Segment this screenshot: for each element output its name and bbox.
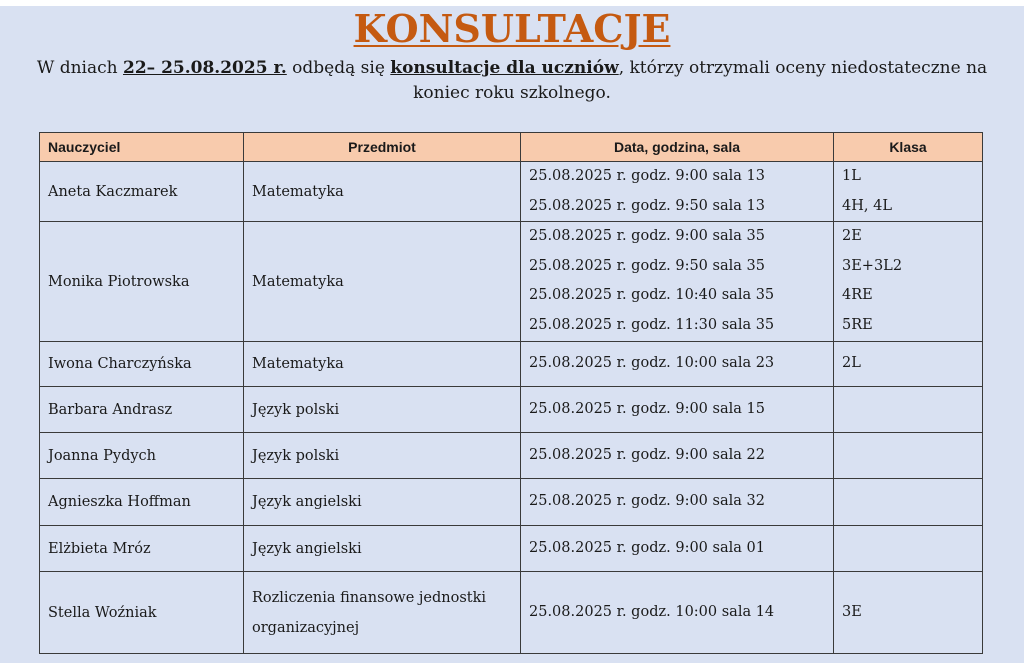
class-cell bbox=[834, 222, 983, 342]
table-header-row bbox=[40, 133, 983, 162]
teacher-cell: Monika Piotrowska bbox=[40, 222, 244, 342]
class-text: 4H, 4L bbox=[842, 197, 892, 214]
slot-text: 25.08.2025 r. godz. 9:00 sala 13 bbox=[529, 168, 765, 184]
class-text: 4RE bbox=[842, 287, 873, 303]
highlight-text: konsultacje dla uczniów bbox=[390, 58, 619, 78]
class-cell bbox=[834, 526, 983, 572]
header-subject: Przedmiot bbox=[244, 133, 521, 162]
class-cell bbox=[834, 342, 983, 387]
class-cell bbox=[834, 387, 983, 433]
class-text: 5RE bbox=[842, 316, 873, 333]
teacher-cell: Agnieszka Hoffman bbox=[40, 479, 244, 526]
datetime-cell bbox=[521, 479, 834, 526]
class-text: 3E bbox=[842, 603, 862, 620]
datetime-cell bbox=[521, 572, 834, 654]
table-row bbox=[40, 387, 983, 433]
slot-text: 25.08.2025 r. godz. 9:00 sala 01 bbox=[529, 539, 765, 556]
class-cell bbox=[834, 433, 983, 479]
slot-text: 25.08.2025 r. godz. 9:00 sala 15 bbox=[529, 400, 765, 417]
datetime-cell bbox=[521, 162, 834, 222]
class-text: 2L bbox=[842, 355, 861, 372]
subject-cell: Język polski bbox=[244, 433, 521, 479]
slot-text: 25.08.2025 r. godz. 10:40 sala 35 bbox=[529, 287, 775, 303]
header-datetime: Data, godzina, sala bbox=[521, 133, 834, 162]
slot-text: 25.08.2025 r. godz. 9:00 sala 22 bbox=[529, 446, 765, 463]
class-cell bbox=[834, 162, 983, 222]
table-row bbox=[40, 572, 983, 654]
class-cell bbox=[834, 572, 983, 654]
datetime-cell bbox=[521, 387, 834, 433]
class-cell bbox=[834, 479, 983, 526]
teacher-cell: Barbara Andrasz bbox=[40, 387, 244, 433]
teacher-cell: Joanna Pydych bbox=[40, 433, 244, 479]
page-title: KONSULTACJE bbox=[353, 6, 671, 51]
class-text bbox=[842, 487, 974, 517]
teacher-cell: Elżbieta Mróz bbox=[40, 526, 244, 572]
table-row bbox=[40, 526, 983, 572]
dates-text: 22– 25.08.2025 r. bbox=[123, 58, 287, 78]
slot-text: 25.08.2025 r. godz. 11:30 sala 35 bbox=[529, 316, 775, 333]
class-text bbox=[842, 534, 974, 564]
subject-cell: Matematyka bbox=[244, 162, 521, 222]
slot-text: 25.08.2025 r. godz. 9:00 sala 32 bbox=[529, 493, 765, 510]
class-text bbox=[842, 441, 974, 471]
subject-cell: Język angielski bbox=[244, 526, 521, 572]
subject-cell: Matematyka bbox=[244, 222, 521, 342]
class-text bbox=[842, 395, 974, 425]
table-row bbox=[40, 479, 983, 526]
datetime-cell bbox=[521, 433, 834, 479]
subject-cell: Matematyka bbox=[244, 342, 521, 387]
class-text: 1L bbox=[842, 168, 861, 184]
datetime-cell bbox=[521, 222, 834, 342]
subject-cell: Język polski bbox=[244, 387, 521, 433]
intro-text: W dniach 22– 25.08.2025 r. odbędą się konsultacje dla uczniów, którzy otrzymali oceny niedostateczne na koniec roku szkolnego. bbox=[36, 58, 988, 103]
slot-text: 25.08.2025 r. godz. 9:50 sala 35 bbox=[529, 257, 765, 274]
teacher-cell: Aneta Kaczmarek bbox=[40, 162, 244, 222]
table-row bbox=[40, 342, 983, 387]
slot-text: 25.08.2025 r. godz. 10:00 sala 14 bbox=[529, 603, 775, 620]
subject-cell: Język angielski bbox=[244, 479, 521, 526]
consultations-table bbox=[39, 132, 983, 654]
table-row bbox=[40, 222, 983, 342]
slot-text: 25.08.2025 r. godz. 9:50 sala 13 bbox=[529, 197, 765, 214]
teacher-cell: Stella Woźniak bbox=[40, 572, 244, 654]
slot-text: 25.08.2025 r. godz. 10:00 sala 23 bbox=[529, 355, 775, 372]
datetime-cell bbox=[521, 342, 834, 387]
slot-text: 25.08.2025 r. godz. 9:00 sala 35 bbox=[529, 228, 765, 244]
header-teacher: Nauczyciel bbox=[40, 133, 244, 162]
subject-cell: Rozliczenia finansowe jednostki organizacyjnej bbox=[244, 572, 521, 654]
class-text: 2E bbox=[842, 228, 862, 244]
table-row bbox=[40, 433, 983, 479]
header-class: Klasa bbox=[834, 133, 983, 162]
table-row bbox=[40, 162, 983, 222]
class-text: 3E+3L2 bbox=[842, 257, 903, 274]
datetime-cell bbox=[521, 526, 834, 572]
teacher-cell: Iwona Charczyńska bbox=[40, 342, 244, 387]
